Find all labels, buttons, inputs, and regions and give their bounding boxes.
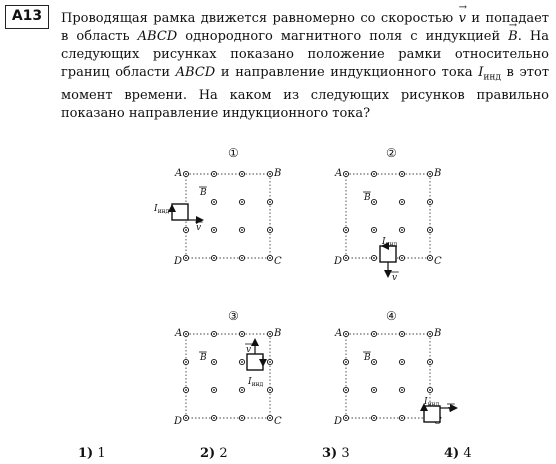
velocity-label: v bbox=[196, 223, 202, 233]
corner-d-label: D bbox=[334, 416, 343, 427]
field-point-dot bbox=[185, 229, 187, 231]
conducting-frame bbox=[247, 354, 263, 370]
field-point-dot bbox=[213, 257, 215, 259]
field-point-dot bbox=[373, 229, 375, 231]
induction-symbol: → B bbox=[508, 28, 518, 46]
corner-b-label: B bbox=[274, 168, 282, 179]
region-boundary bbox=[186, 334, 270, 418]
field-point-dot bbox=[241, 333, 243, 335]
field-point-dot bbox=[401, 229, 403, 231]
figure-4 bbox=[333, 309, 456, 427]
corner-c-label: C bbox=[434, 256, 442, 267]
field-point-dot bbox=[269, 361, 271, 363]
field-point-dot bbox=[429, 333, 431, 335]
field-point-dot bbox=[373, 417, 375, 419]
corner-c-label: C bbox=[274, 416, 282, 427]
field-point-dot bbox=[213, 417, 215, 419]
current-label-subscript: инд bbox=[251, 381, 264, 388]
field-point-dot bbox=[185, 389, 187, 391]
field-point-dot bbox=[373, 389, 375, 391]
task-number-badge: A13 bbox=[5, 5, 49, 29]
field-point-dot bbox=[269, 417, 271, 419]
corner-b-label: B bbox=[434, 168, 442, 179]
velocity-symbol: → v bbox=[459, 10, 466, 28]
figure-number: ② bbox=[386, 146, 397, 160]
field-point-dot bbox=[241, 201, 243, 203]
field-point-dot bbox=[241, 389, 243, 391]
conducting-frame bbox=[380, 246, 396, 262]
field-point-dot bbox=[401, 333, 403, 335]
field-point-dot bbox=[269, 229, 271, 231]
field-point-dot bbox=[429, 257, 431, 259]
corner-c-label: C bbox=[274, 256, 282, 267]
corner-b-label: B bbox=[274, 328, 282, 339]
text-part: и попадает в область bbox=[61, 11, 549, 44]
b-vector-label: B bbox=[364, 353, 371, 363]
field-point-dot bbox=[185, 333, 187, 335]
field-point-dot bbox=[345, 229, 347, 231]
field-point-dot bbox=[401, 361, 403, 363]
corner-d-label: D bbox=[174, 416, 183, 427]
field-point-dot bbox=[213, 201, 215, 203]
field-point-dot bbox=[401, 417, 403, 419]
velocity-label: v bbox=[448, 405, 454, 415]
text-part: в этот момент времени. На каком из следующих рисунков правильно показано направление индукционного тока? bbox=[61, 65, 550, 121]
current-label-subscript: инд bbox=[385, 241, 398, 248]
field-point-dot bbox=[373, 361, 375, 363]
current-label: $I_{инд}$ bbox=[424, 397, 440, 408]
field-point-dot bbox=[373, 333, 375, 335]
corner-a-label: A bbox=[175, 328, 183, 339]
field-point-dot bbox=[429, 173, 431, 175]
field-point-dot bbox=[373, 257, 375, 259]
field-point-dot bbox=[269, 389, 271, 391]
current-label-subscript: инд bbox=[157, 208, 170, 215]
field-point-dot bbox=[269, 333, 271, 335]
field-point-dot bbox=[345, 417, 347, 419]
answer-option-1[interactable]: 1) 1 bbox=[78, 446, 106, 461]
current-label: $I_{инд}$ bbox=[248, 377, 264, 388]
field-point-dot bbox=[269, 173, 271, 175]
field-point-dot bbox=[429, 229, 431, 231]
field-point-dot bbox=[213, 229, 215, 231]
region-symbol: ABCD bbox=[175, 65, 216, 80]
current-symbol: I bbox=[478, 65, 484, 80]
field-point-dot bbox=[401, 201, 403, 203]
b-vector-label: B bbox=[200, 353, 207, 363]
field-point-dot bbox=[185, 257, 187, 259]
figure-number: ① bbox=[228, 146, 239, 160]
corner-a-label: A bbox=[335, 328, 343, 339]
field-point-dot bbox=[185, 361, 187, 363]
field-point-dot bbox=[213, 333, 215, 335]
region-boundary bbox=[186, 174, 270, 258]
text-part: . На следующих рисунках показано положение рамки относительно границ области bbox=[61, 29, 549, 80]
region-symbol: ABCD bbox=[137, 29, 178, 44]
field-point-dot bbox=[401, 173, 403, 175]
field-point-dot bbox=[373, 173, 375, 175]
field-point-dot bbox=[373, 201, 375, 203]
corner-a-label: A bbox=[335, 168, 343, 179]
field-point-dot bbox=[345, 389, 347, 391]
current-label: $I_{инд}$ bbox=[382, 237, 398, 248]
conducting-frame bbox=[424, 406, 440, 422]
figure-2 bbox=[333, 146, 442, 283]
current-label-subscript: инд bbox=[427, 401, 440, 408]
answer-option-4[interactable]: 4) 4 bbox=[444, 446, 472, 461]
field-point-dot bbox=[185, 417, 187, 419]
text-part: однородного магнитного поля с индукцией bbox=[177, 29, 509, 44]
field-point-dot bbox=[345, 173, 347, 175]
b-vector-label: B bbox=[200, 188, 207, 198]
field-point-dot bbox=[213, 361, 215, 363]
conducting-frame bbox=[172, 204, 188, 220]
field-point-dot bbox=[241, 173, 243, 175]
velocity-label: v bbox=[246, 345, 252, 355]
figure-1 bbox=[153, 146, 282, 267]
corner-d-label: D bbox=[174, 256, 183, 267]
corner-a-label: A bbox=[175, 168, 183, 179]
corner-b-label: B bbox=[434, 328, 442, 339]
field-point-dot bbox=[185, 173, 187, 175]
figure-number: ④ bbox=[386, 309, 397, 323]
corner-d-label: D bbox=[334, 256, 343, 267]
figure-3 bbox=[173, 309, 282, 427]
field-point-dot bbox=[241, 257, 243, 259]
field-point-dot bbox=[429, 389, 431, 391]
field-point-dot bbox=[345, 257, 347, 259]
text-part: Проводящая рамка движется равномерно со скоростью bbox=[61, 11, 459, 26]
field-point-dot bbox=[429, 201, 431, 203]
field-point-dot bbox=[213, 173, 215, 175]
current-label: $I_{инд}$ bbox=[154, 204, 170, 215]
b-vector-label: B bbox=[364, 193, 371, 203]
text-part: и направление индукционного тока bbox=[215, 65, 479, 80]
field-point-dot bbox=[401, 389, 403, 391]
velocity-label: v bbox=[392, 273, 398, 283]
answer-option-3[interactable]: 3) 3 bbox=[322, 446, 350, 461]
figure-number: ③ bbox=[228, 309, 239, 323]
field-point-dot bbox=[429, 361, 431, 363]
field-point-dot bbox=[345, 361, 347, 363]
region-boundary bbox=[346, 334, 430, 418]
field-point-dot bbox=[241, 229, 243, 231]
field-point-dot bbox=[269, 257, 271, 259]
current-subscript: инд bbox=[483, 72, 501, 83]
field-point-dot bbox=[345, 333, 347, 335]
answer-option-2[interactable]: 2) 2 bbox=[200, 446, 228, 461]
field-point-dot bbox=[269, 201, 271, 203]
field-point-dot bbox=[241, 417, 243, 419]
field-point-dot bbox=[213, 389, 215, 391]
field-point-dot bbox=[241, 361, 243, 363]
field-point-dot bbox=[401, 257, 403, 259]
